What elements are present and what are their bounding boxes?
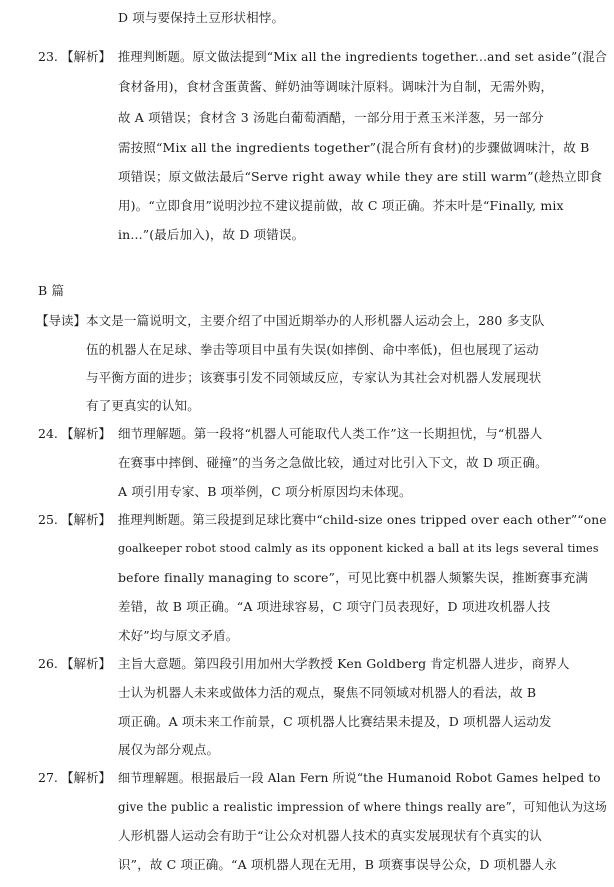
q25-line-4: 差错，故 B 项正确。“A 项进球容易，C 项守门员表现好，D 项进攻机器人技 <box>118 599 551 614</box>
q23-line-1: 推理判断题。原文做法提到“Mix all the ingredients together...and set aside”(混合 <box>118 50 608 64</box>
guide-line-2: 伍的机器人在足球、拳击等项目中虽有失误(如摔倒、命中率低)，但也展现了运动 <box>86 342 539 357</box>
q23-line-3: 故 A 项错误；食材含 3 汤匙白葡萄酒醋，一部分用于煮玉米洋葱，另一部分 <box>118 110 544 125</box>
q23-line-5: 项错误；原文做法最后“Serve right away while they are still warm”(趁热立即食 <box>118 169 602 184</box>
analysis-tag-24: 【解析】 <box>61 426 112 441</box>
q23-line-2: 食材备用)，食材含蛋黄酱、鲜奶油等调味汁原料。调味汁为自制，无需外购， <box>118 79 554 94</box>
q24-line-2: 在赛事中摔倒、碰撞”的当务之急做比较，通过对比引入下文，故 D 项正确。 <box>118 455 548 470</box>
analysis-tag-25: 【解析】 <box>61 512 112 527</box>
q23-line-4: 需按照“Mix all the ingredients together”(混合所有食材)的步骤做调味汁，故 B <box>118 140 590 155</box>
question-number-23: 23. <box>38 49 58 64</box>
guide-line-4: 有了更真实的认知。 <box>86 398 200 413</box>
q23-line-7: in...”(最后加入)，故 D 项错误。 <box>118 227 305 242</box>
q26-line-1: 主旨大意题。第四段引用加州大学教授 Ken Goldberg 肯定机器人进步，商界人 <box>118 656 570 671</box>
q27-line-3: 人形机器人运动会有助于“让公众对机器人技术的真实发展现状有个真实的认 <box>118 828 542 843</box>
q25-line-1: 推理判断题。第三段提到足球比赛中“child-size ones tripped over each other”“one <box>118 513 607 527</box>
question-number-26: 26. <box>38 656 58 671</box>
question-number-27: 27. <box>38 770 58 785</box>
q26-line-2: 士认为机器人未来或做体力活的观点，聚焦不同领域对机器人的看法，故 B <box>118 685 537 700</box>
guide-tag: 【导读】 <box>36 313 87 328</box>
analysis-tag-26: 【解析】 <box>61 656 112 671</box>
q25-line-2: goalkeeper robot stood calmly as its opponent kicked a ball at its legs several times <box>118 542 599 555</box>
q27-line-2: give the public a realistic impression of where things really are”，可知他认为这场 <box>118 800 607 814</box>
q23-line-6: 用)。“立即食用”说明沙拉不建议提前做，故 C 项正确。芥末叶是“Finally, mix <box>118 198 564 213</box>
q26-line-4: 展仅为部分观点。 <box>118 742 220 757</box>
analysis-tag-27: 【解析】 <box>61 770 112 785</box>
section-title: B 篇 <box>38 283 65 298</box>
q26-line-3: 项正确。A 项未来工作前景，C 项机器人比赛结果未提及，D 项机器人运动发 <box>118 714 552 729</box>
question-number-25: 25. <box>38 512 58 527</box>
q27-line-1: 细节理解题。根据最后一段 Alan Fern 所说“the Humanoid Robot Games helped to <box>118 771 601 785</box>
q24-line-3: A 项引用专家、B 项举例，C 项分析原因均未体现。 <box>118 484 412 499</box>
q24-line-1: 细节理解题。第一段将“机器人可能取代人类工作”这一长期担忧，与“机器人 <box>118 426 543 441</box>
analysis-tag-23: 【解析】 <box>61 49 112 64</box>
continuation-line: D 项与要保持土豆形状相悖。 <box>118 10 285 25</box>
q25-line-3: before finally managing to score”，可见比赛中机器人频繁失误，推断赛事充满 <box>118 570 589 585</box>
guide-line-3: 与平衡方面的进步；该赛事引发不同领域反应，专家认为其社会对机器人发展现状 <box>86 370 542 385</box>
q25-line-5: 术好”均与原文矛盾。 <box>118 628 239 643</box>
question-number-24: 24. <box>38 426 58 441</box>
guide-line-1: 本文是一篇说明文，主要介绍了中国近期举办的人形机器人运动会上，280 多支队 <box>86 313 545 328</box>
q27-line-4: 识”，故 C 项正确。“A 项机器人现在无用，B 项赛事误导公众，D 项机器人永 <box>118 857 557 872</box>
